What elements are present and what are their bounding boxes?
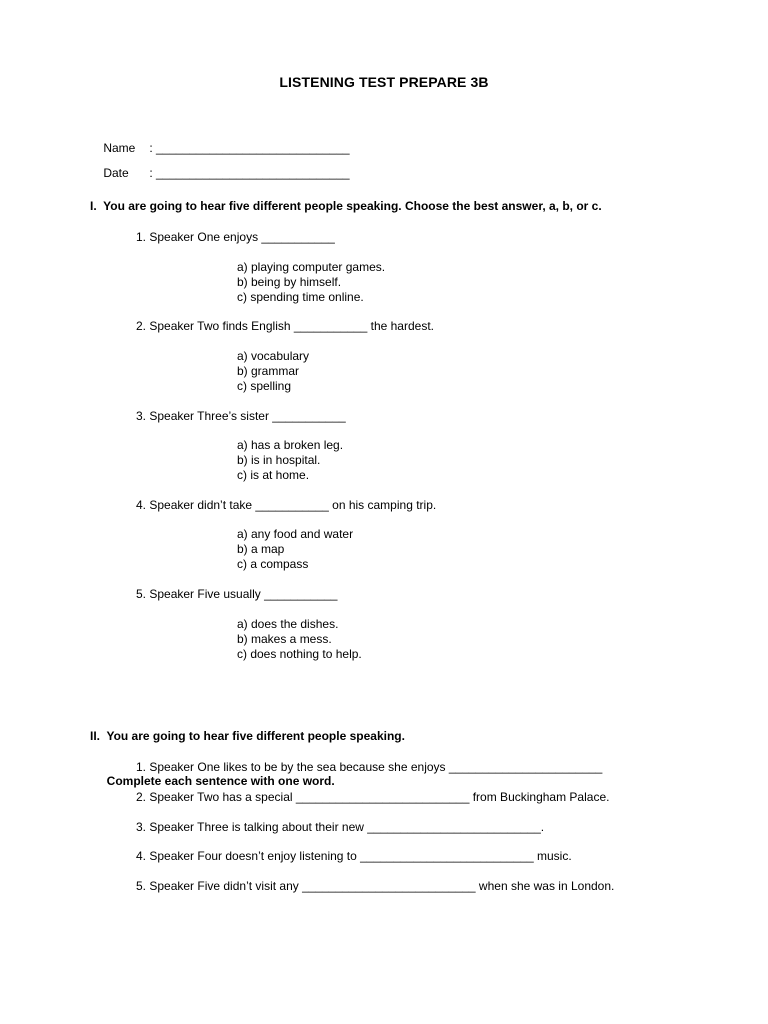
option-c: c) is at home. <box>237 468 310 482</box>
option-a: a) any food and water <box>237 527 354 541</box>
section-2-question-2: 2. Speaker Two has a special __________________________ from Buckingham Palace. <box>136 790 610 804</box>
section-2-heading-line-1: II. You are going to hear five different people speaking. <box>90 729 405 743</box>
document-title: LISTENING TEST PREPARE 3B <box>279 74 489 90</box>
name-label: Name <box>103 141 136 155</box>
section-1-question-2: 2. Speaker Two finds English ___________ the hardest. <box>136 319 434 333</box>
option-b: b) makes a mess. <box>237 632 332 646</box>
option-c: c) spending time online. <box>237 290 364 304</box>
section-2-heading-line-2: Complete each sentence with one word. <box>90 774 335 788</box>
option-c: c) a compass <box>237 557 309 571</box>
option-a: a) does the dishes. <box>237 617 339 631</box>
option-b: b) a map <box>237 542 285 556</box>
option-c: c) does nothing to help. <box>237 647 362 661</box>
section-1-heading: I. You are going to hear five different people speaking. Choose the best answer, a, b, or c. <box>90 199 602 213</box>
option-b: b) is in hospital. <box>237 453 321 467</box>
date-field <box>90 152 350 194</box>
section-2-question-3: 3. Speaker Three is talking about their new __________________________. <box>136 820 545 834</box>
option-a: a) vocabulary <box>237 349 310 363</box>
section-2-question-4: 4. Speaker Four doesn’t enjoy listening to __________________________ music. <box>136 849 572 863</box>
option-a: a) playing computer games. <box>237 260 386 274</box>
section-1-question-1: 1. Speaker One enjoys ___________ <box>136 230 335 244</box>
option-c: c) spelling <box>237 379 292 393</box>
section-1-question-3-options <box>237 438 343 483</box>
section-1-question-3: 3. Speaker Three’s sister ___________ <box>136 409 346 423</box>
option-a: a) has a broken leg. <box>237 438 344 452</box>
option-b: b) grammar <box>237 364 300 378</box>
section-1-question-1-options <box>237 260 385 305</box>
date-blank: : _____________________________ <box>149 166 350 180</box>
section-1-question-2-options <box>237 349 309 394</box>
section-2-question-1: 1. Speaker One likes to be by the sea because she enjoys _______________________ <box>136 760 603 774</box>
section-1-question-5: 5. Speaker Five usually ___________ <box>136 587 338 601</box>
date-label: Date <box>103 166 129 180</box>
name-blank: : _____________________________ <box>149 141 350 155</box>
option-b: b) being by himself. <box>237 275 342 289</box>
section-1-question-5-options <box>237 617 362 662</box>
section-1-question-4: 4. Speaker didn’t take ___________ on his camping trip. <box>136 498 437 512</box>
section-2-question-5: 5. Speaker Five didn’t visit any __________________________ when she was in London. <box>136 879 615 893</box>
section-1-question-4-options <box>237 527 353 572</box>
